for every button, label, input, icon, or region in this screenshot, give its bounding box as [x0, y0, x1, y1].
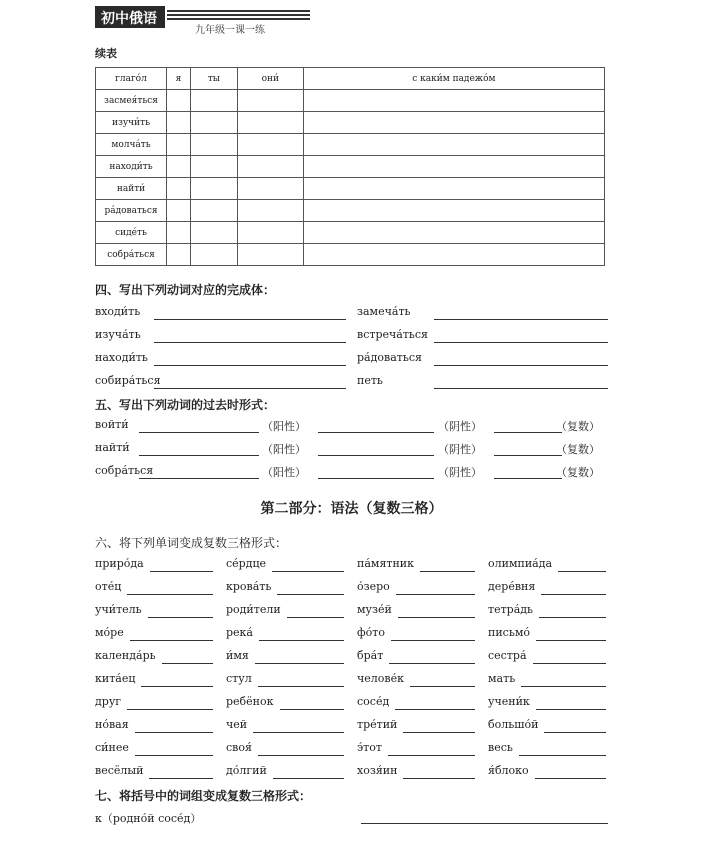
exercise-item: найти́: [95, 441, 130, 454]
exercise-item: встреча́ться: [357, 328, 428, 341]
answer-line[interactable]: [318, 466, 434, 479]
exercise-item: э́тот: [357, 741, 382, 754]
table-row: [96, 90, 605, 112]
answer-line[interactable]: [258, 674, 344, 687]
answer-cell[interactable]: [190, 134, 237, 156]
table-header-cell: с каки́м падежо́м: [303, 68, 604, 90]
answer-cell[interactable]: [167, 222, 191, 244]
answer-line[interactable]: [154, 376, 346, 389]
answer-cell[interactable]: [303, 178, 604, 200]
answer-cell[interactable]: [190, 200, 237, 222]
exercise-item: бра́т: [357, 649, 384, 662]
answer-cell[interactable]: [190, 112, 237, 134]
answer-cell[interactable]: [303, 156, 604, 178]
exercise-item: фо́то: [357, 626, 385, 639]
answer-cell[interactable]: [190, 156, 237, 178]
answer-cell[interactable]: [190, 178, 237, 200]
answer-line[interactable]: [162, 651, 213, 664]
answer-line[interactable]: [273, 766, 344, 779]
answer-cell[interactable]: [303, 134, 604, 156]
answer-line[interactable]: [395, 697, 475, 710]
exercise-item: сестра́: [488, 649, 527, 662]
verb-cell: собра́ться: [96, 244, 167, 266]
answer-line[interactable]: [130, 628, 213, 641]
exercise-item: находи́ть: [95, 351, 148, 364]
answer-line[interactable]: [148, 605, 213, 618]
answer-line[interactable]: [410, 674, 475, 687]
verb-cell: ра́доваться: [96, 200, 167, 222]
answer-line[interactable]: [361, 811, 608, 824]
exercise-item: письмо́: [488, 626, 530, 639]
answer-line[interactable]: [434, 330, 608, 343]
answer-line[interactable]: [519, 743, 606, 756]
answer-line[interactable]: [521, 674, 606, 687]
answer-line[interactable]: [535, 766, 606, 779]
answer-line[interactable]: [403, 720, 475, 733]
answer-line[interactable]: [403, 766, 475, 779]
table-row: [96, 178, 605, 200]
section-6-title: 六、将下列单词变成复数三格形式：: [95, 536, 288, 550]
answer-cell[interactable]: [167, 244, 191, 266]
exercise-item: мать: [488, 672, 516, 685]
table-header-cell: они́: [237, 68, 303, 90]
table-header-cell: ты: [190, 68, 237, 90]
exercise-item: роди́тели: [226, 603, 281, 616]
exercise-item: и́мя: [226, 649, 249, 662]
answer-cell[interactable]: [303, 112, 604, 134]
table-row: [96, 222, 605, 244]
answer-line[interactable]: [391, 628, 475, 641]
answer-cell[interactable]: [237, 222, 303, 244]
exercise-item: река́: [226, 626, 253, 639]
answer-line[interactable]: [287, 605, 344, 618]
answer-cell[interactable]: [303, 222, 604, 244]
answer-line[interactable]: [398, 605, 475, 618]
answer-line[interactable]: [494, 443, 562, 456]
verb-cell: изучи́ть: [96, 112, 167, 134]
exercise-item: приро́да: [95, 557, 144, 570]
section-7-title: 七、将括号中的词组变成复数三格形式：: [95, 789, 312, 803]
verb-cell: молча́ть: [96, 134, 167, 156]
answer-line[interactable]: [558, 559, 606, 572]
answer-line[interactable]: [541, 582, 606, 595]
table-header-cell: я: [167, 68, 191, 90]
exercise-item: па́мятник: [357, 557, 415, 570]
exercise-item: друг: [95, 695, 122, 708]
answer-line[interactable]: [420, 559, 475, 572]
answer-cell[interactable]: [167, 90, 191, 112]
plural-label: （复数）: [556, 466, 600, 479]
answer-cell[interactable]: [303, 244, 604, 266]
exercise-item: тре́тий: [357, 718, 398, 731]
answer-cell[interactable]: [237, 112, 303, 134]
answer-cell[interactable]: [167, 112, 191, 134]
page-header: [95, 6, 310, 34]
exercise-item: весёлый: [95, 764, 144, 777]
section-4-title: 四、写出下列动词对应的完成体：: [95, 283, 276, 297]
continued-label: 续表: [95, 47, 117, 60]
exercise-item: музе́й: [357, 603, 392, 616]
exercise-item: стул: [226, 672, 252, 685]
exercise-item: кита́ец: [95, 672, 136, 685]
answer-line[interactable]: [533, 651, 606, 664]
exercise-item: оте́ц: [95, 580, 122, 593]
gender-label: （阴性）: [438, 443, 482, 456]
exercise-item: собира́ться: [95, 374, 161, 387]
answer-line[interactable]: [277, 582, 344, 595]
exercise-item: учени́к: [488, 695, 530, 708]
exercise-item: челове́к: [357, 672, 404, 685]
answer-line[interactable]: [396, 582, 475, 595]
answer-line[interactable]: [127, 697, 213, 710]
exercise-item: весь: [488, 741, 513, 754]
answer-line[interactable]: [544, 720, 606, 733]
answer-line[interactable]: [259, 628, 344, 641]
verb-cell: найти́: [96, 178, 167, 200]
answer-line[interactable]: [434, 353, 608, 366]
answer-cell[interactable]: [190, 244, 237, 266]
exercise-item: тетра́дь: [488, 603, 534, 616]
answer-line[interactable]: [389, 651, 475, 664]
table-row: [96, 112, 605, 134]
gender-label: （阴性）: [438, 420, 482, 433]
answer-line[interactable]: [154, 353, 346, 366]
verb-cell: находи́ть: [96, 156, 167, 178]
answer-cell[interactable]: [237, 178, 303, 200]
exercise-item: замеча́ть: [357, 305, 411, 318]
answer-line[interactable]: [258, 743, 344, 756]
answer-line[interactable]: [154, 330, 346, 343]
exercise-item: я́блоко: [488, 764, 529, 777]
exercise-item: входи́ть: [95, 305, 141, 318]
gender-label: （阳性）: [262, 443, 306, 456]
table-header-cell: глаго́л: [96, 68, 167, 90]
table-row: [96, 244, 605, 266]
answer-line[interactable]: [149, 766, 213, 779]
answer-line[interactable]: [434, 307, 608, 320]
exercise-item: учи́тель: [95, 603, 142, 616]
answer-line[interactable]: [318, 420, 434, 433]
answer-cell[interactable]: [237, 156, 303, 178]
table-header-row: [96, 68, 605, 90]
exercise-item: календа́рь: [95, 649, 156, 662]
answer-line[interactable]: [139, 420, 259, 433]
answer-line[interactable]: [135, 720, 213, 733]
exercise-item: о́зеро: [357, 580, 390, 593]
exercise-item: крова́ть: [226, 580, 272, 593]
verb-cell: засмея́ться: [96, 90, 167, 112]
gender-label: （阳性）: [262, 466, 306, 479]
exercise-item: своя́: [226, 741, 252, 754]
table-row: [96, 134, 605, 156]
table-row: [96, 156, 605, 178]
exercise-item: большо́й: [488, 718, 539, 731]
answer-cell[interactable]: [190, 222, 237, 244]
section-5-title: 五、写出下列动词的过去时形式：: [95, 398, 276, 412]
exercise-item: дере́вня: [488, 580, 536, 593]
answer-cell[interactable]: [167, 156, 191, 178]
answer-cell[interactable]: [303, 200, 604, 222]
exercise-item: олимпиа́да: [488, 557, 553, 570]
answer-line[interactable]: [318, 443, 434, 456]
answer-line[interactable]: [494, 466, 562, 479]
exercise-item: но́вая: [95, 718, 129, 731]
answer-cell[interactable]: [167, 178, 191, 200]
answer-line[interactable]: [494, 420, 562, 433]
exercise-item: собра́ться: [95, 464, 154, 477]
answer-line[interactable]: [255, 651, 344, 664]
plural-label: （复数）: [556, 420, 600, 433]
exercise-item: петь: [357, 374, 383, 387]
gender-label: （阳性）: [262, 420, 306, 433]
answer-cell[interactable]: [237, 90, 303, 112]
answer-cell[interactable]: [237, 134, 303, 156]
section-7-item: к（родно́й сосе́д）: [95, 812, 202, 825]
answer-cell[interactable]: [167, 134, 191, 156]
verb-cell: сиде́ть: [96, 222, 167, 244]
answer-line[interactable]: [141, 674, 213, 687]
exercise-item: си́нее: [95, 741, 129, 754]
exercise-item: изуча́ть: [95, 328, 141, 341]
exercise-item: се́рдце: [226, 557, 267, 570]
exercise-item: чей: [226, 718, 248, 731]
answer-line[interactable]: [253, 720, 344, 733]
answer-cell[interactable]: [303, 90, 604, 112]
header-subtitle: 九年级一课一练: [195, 25, 265, 36]
exercise-item: мо́ре: [95, 626, 124, 639]
answer-line[interactable]: [272, 559, 344, 572]
answer-line[interactable]: [139, 443, 259, 456]
answer-line[interactable]: [135, 743, 213, 756]
answer-line[interactable]: [127, 582, 213, 595]
exercise-item: сосе́д: [357, 695, 390, 708]
table-row: [96, 200, 605, 222]
answer-line[interactable]: [434, 376, 608, 389]
answer-cell[interactable]: [237, 200, 303, 222]
exercise-item: ра́доваться: [357, 351, 422, 364]
part-2-title: 第二部分：语法（复数三格）: [260, 501, 443, 517]
answer-line[interactable]: [536, 628, 606, 641]
exercise-item: ребёнок: [226, 695, 274, 708]
conjugation-table: [95, 67, 605, 266]
answer-line[interactable]: [388, 743, 475, 756]
answer-cell[interactable]: [167, 200, 191, 222]
answer-line[interactable]: [539, 605, 606, 618]
answer-line[interactable]: [150, 559, 213, 572]
answer-line[interactable]: [280, 697, 344, 710]
answer-cell[interactable]: [237, 244, 303, 266]
book-logo: 初中俄语: [95, 6, 165, 28]
plural-label: （复数）: [556, 443, 600, 456]
answer-line[interactable]: [139, 466, 259, 479]
answer-cell[interactable]: [190, 90, 237, 112]
exercise-item: войти́: [95, 418, 129, 431]
gender-label: （阴性）: [438, 466, 482, 479]
answer-line[interactable]: [536, 697, 606, 710]
answer-line[interactable]: [154, 307, 346, 320]
exercise-item: хозя́ин: [357, 764, 398, 777]
exercise-item: до́лгий: [226, 764, 267, 777]
